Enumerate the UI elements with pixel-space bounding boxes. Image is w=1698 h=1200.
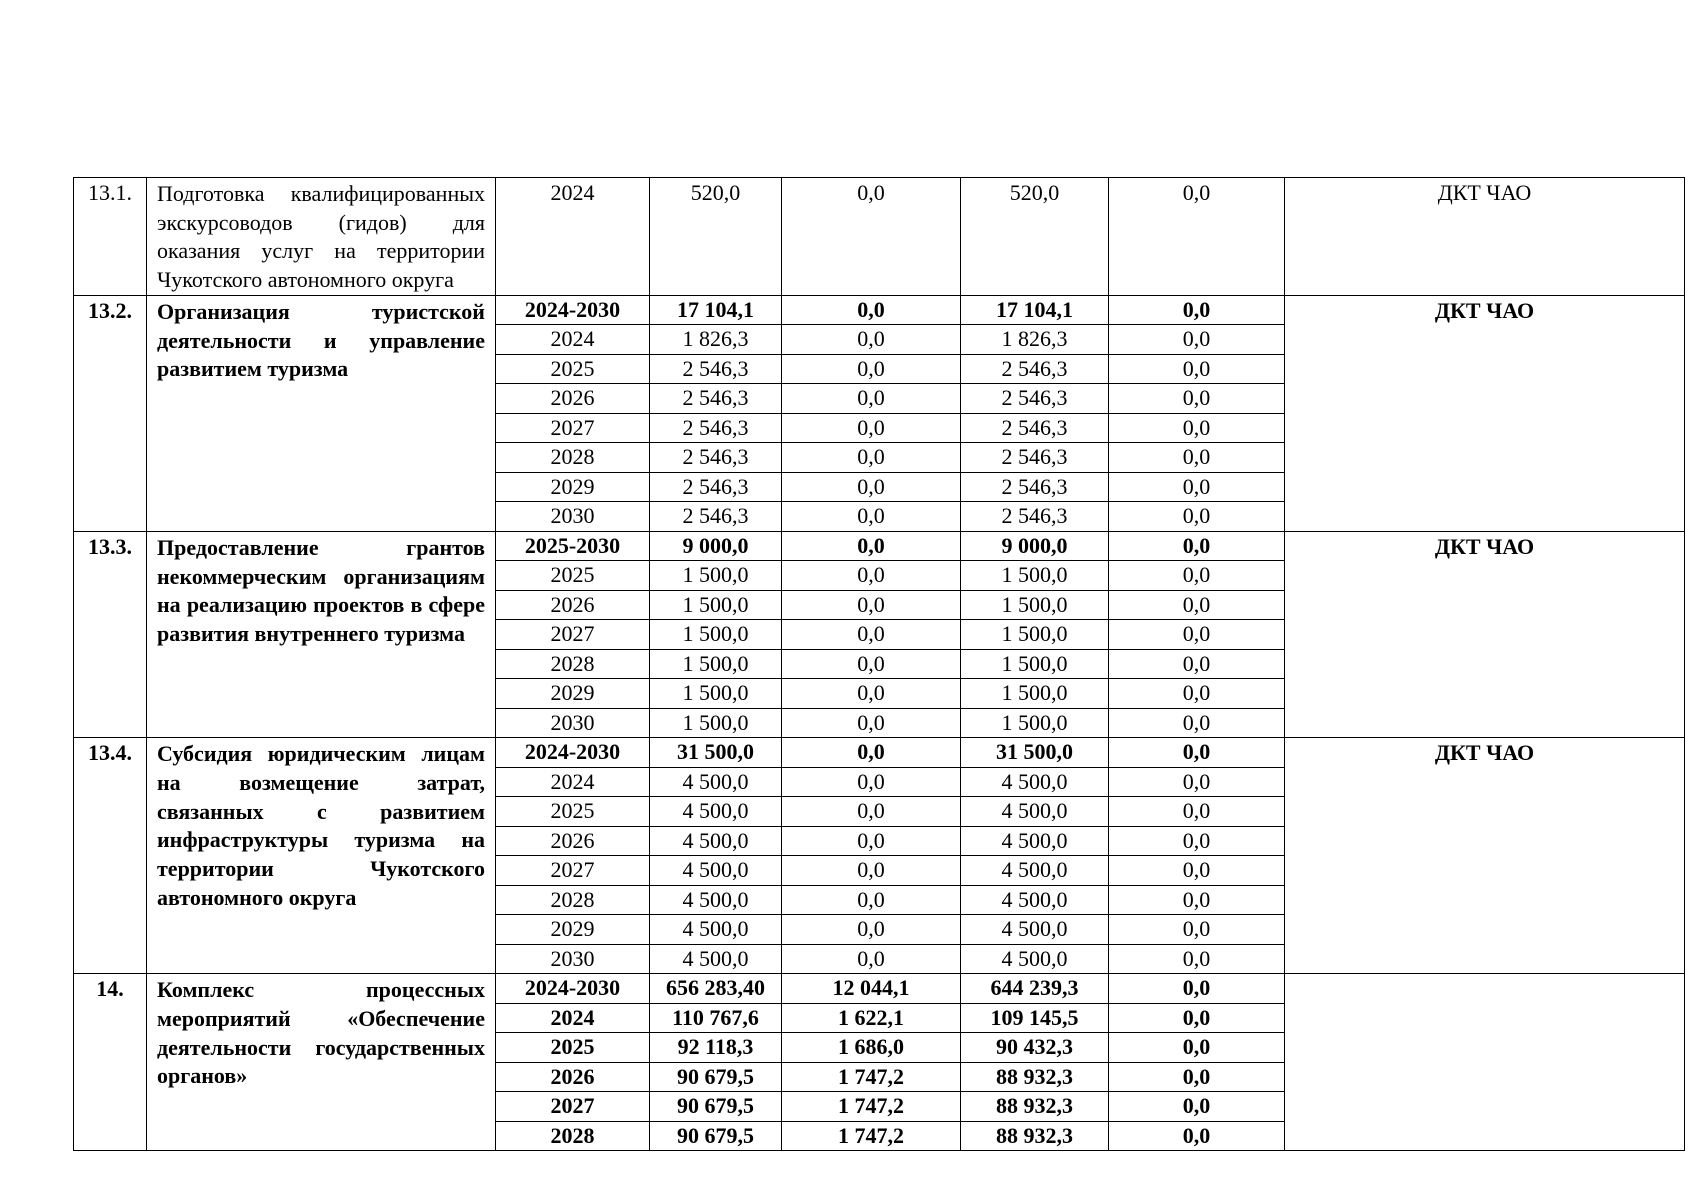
period-cell: 2028: [496, 885, 650, 915]
other-cell: 0,0: [1109, 1033, 1285, 1063]
period-cell: 2025: [496, 1033, 650, 1063]
regional-cell: 4 500,0: [961, 856, 1109, 886]
regional-cell: 4 500,0: [961, 915, 1109, 945]
period-cell: 2024: [496, 767, 650, 797]
regional-cell: 2 546,3: [961, 413, 1109, 443]
federal-cell: 0,0: [782, 620, 961, 650]
other-cell: 0,0: [1109, 915, 1285, 945]
total-cell: 90 679,5: [650, 1062, 782, 1092]
other-cell: 0,0: [1109, 295, 1285, 325]
period-cell: 2030: [496, 502, 650, 532]
period-cell: 2027: [496, 413, 650, 443]
total-cell: 2 546,3: [650, 413, 782, 443]
regional-cell: 88 932,3: [961, 1092, 1109, 1122]
period-cell: 2030: [496, 944, 650, 974]
total-cell: 1 500,0: [650, 561, 782, 591]
federal-cell: 0,0: [782, 885, 961, 915]
total-cell: 1 500,0: [650, 590, 782, 620]
other-cell: 0,0: [1109, 1062, 1285, 1092]
period-cell: 2030: [496, 708, 650, 738]
other-cell: 0,0: [1109, 384, 1285, 414]
federal-cell: 0,0: [782, 944, 961, 974]
regional-cell: 1 500,0: [961, 620, 1109, 650]
total-cell: 90 679,5: [650, 1092, 782, 1122]
period-cell: 2027: [496, 1092, 650, 1122]
other-cell: 0,0: [1109, 325, 1285, 355]
other-cell: 0,0: [1109, 531, 1285, 561]
federal-cell: 0,0: [782, 472, 961, 502]
other-cell: 0,0: [1109, 708, 1285, 738]
federal-cell: 0,0: [782, 325, 961, 355]
other-cell: 0,0: [1109, 472, 1285, 502]
regional-cell: 88 932,3: [961, 1121, 1109, 1151]
federal-cell: 0,0: [782, 561, 961, 591]
total-cell: 4 500,0: [650, 797, 782, 827]
period-cell: 2025: [496, 354, 650, 384]
regional-cell: 90 432,3: [961, 1033, 1109, 1063]
regional-cell: 88 932,3: [961, 1062, 1109, 1092]
federal-cell: 0,0: [782, 354, 961, 384]
period-cell: 2026: [496, 1062, 650, 1092]
responsible-executor: ДКТ ЧАО: [1285, 178, 1685, 296]
total-cell: 17 104,1: [650, 295, 782, 325]
federal-cell: 0,0: [782, 413, 961, 443]
federal-cell: 0,0: [782, 590, 961, 620]
regional-cell: 4 500,0: [961, 885, 1109, 915]
total-cell: 1 500,0: [650, 649, 782, 679]
total-cell: 90 679,5: [650, 1121, 782, 1151]
total-cell: 31 500,0: [650, 738, 782, 768]
item-number: 14.: [74, 974, 147, 1151]
federal-cell: 0,0: [782, 767, 961, 797]
federal-cell: 0,0: [782, 384, 961, 414]
total-cell: 1 500,0: [650, 708, 782, 738]
total-cell: 4 500,0: [650, 826, 782, 856]
responsible-executor: [1285, 974, 1685, 1151]
period-cell: 2025: [496, 561, 650, 591]
federal-cell: 0,0: [782, 856, 961, 886]
period-cell: 2025-2030: [496, 531, 650, 561]
federal-cell: 0,0: [782, 531, 961, 561]
regional-cell: 1 500,0: [961, 590, 1109, 620]
item-name: Предоставление грантов некоммерческим организациям на реализацию проектов в сфере развития внутреннего туризма: [147, 531, 496, 738]
regional-cell: 2 546,3: [961, 502, 1109, 532]
other-cell: 0,0: [1109, 797, 1285, 827]
other-cell: 0,0: [1109, 974, 1285, 1004]
period-cell: 2026: [496, 826, 650, 856]
period-cell: 2028: [496, 1121, 650, 1151]
table-row: [74, 295, 1685, 325]
period-cell: 2024-2030: [496, 974, 650, 1004]
responsible-executor: ДКТ ЧАО: [1285, 738, 1685, 974]
period-cell: 2027: [496, 856, 650, 886]
other-cell: 0,0: [1109, 738, 1285, 768]
federal-cell: 0,0: [782, 443, 961, 473]
period-cell: 2024: [496, 1003, 650, 1033]
other-cell: 0,0: [1109, 1003, 1285, 1033]
federal-cell: 1 747,2: [782, 1121, 961, 1151]
total-cell: 9 000,0: [650, 531, 782, 561]
table-row: [74, 531, 1685, 561]
other-cell: 0,0: [1109, 679, 1285, 709]
period-cell: 2028: [496, 649, 650, 679]
total-cell: 2 546,3: [650, 472, 782, 502]
regional-cell: 4 500,0: [961, 797, 1109, 827]
period-cell: 2024-2030: [496, 738, 650, 768]
federal-cell: 1 686,0: [782, 1033, 961, 1063]
total-cell: 2 546,3: [650, 502, 782, 532]
item-number: 13.2.: [74, 295, 147, 531]
item-number: 13.4.: [74, 738, 147, 974]
budget-table: [73, 177, 1685, 1151]
period-cell: 2027: [496, 620, 650, 650]
other-cell: 0,0: [1109, 885, 1285, 915]
federal-cell: 1 622,1: [782, 1003, 961, 1033]
other-cell: 0,0: [1109, 856, 1285, 886]
federal-cell: 0,0: [782, 649, 961, 679]
total-cell: 1 500,0: [650, 620, 782, 650]
period-cell: 2028: [496, 443, 650, 473]
regional-cell: 31 500,0: [961, 738, 1109, 768]
period-cell: 2026: [496, 384, 650, 414]
total-cell: 1 826,3: [650, 325, 782, 355]
item-number: 13.3.: [74, 531, 147, 738]
table-row: [74, 178, 1685, 296]
regional-cell: 1 500,0: [961, 561, 1109, 591]
total-cell: 4 500,0: [650, 885, 782, 915]
other-cell: 0,0: [1109, 767, 1285, 797]
item-name: Подготовка квалифицированных экскурсоводов (гидов) для оказания услуг на территории Чукотского автономного округа: [147, 178, 496, 296]
table-row: [74, 974, 1685, 1004]
total-cell: 2 546,3: [650, 443, 782, 473]
period-cell: 2024-2030: [496, 295, 650, 325]
other-cell: 0,0: [1109, 590, 1285, 620]
other-cell: 0,0: [1109, 826, 1285, 856]
federal-cell: 0,0: [782, 679, 961, 709]
federal-cell: 0,0: [782, 915, 961, 945]
federal-cell: 1 747,2: [782, 1062, 961, 1092]
responsible-executor: ДКТ ЧАО: [1285, 531, 1685, 738]
regional-cell: 4 500,0: [961, 767, 1109, 797]
federal-cell: 0,0: [782, 708, 961, 738]
federal-cell: 0,0: [782, 826, 961, 856]
other-cell: 0,0: [1109, 649, 1285, 679]
period-cell: 2029: [496, 679, 650, 709]
item-number: 13.1.: [74, 178, 147, 296]
regional-cell: 4 500,0: [961, 826, 1109, 856]
period-cell: 2025: [496, 797, 650, 827]
federal-cell: 1 747,2: [782, 1092, 961, 1122]
regional-cell: 520,0: [961, 178, 1109, 296]
total-cell: 4 500,0: [650, 856, 782, 886]
regional-cell: 4 500,0: [961, 944, 1109, 974]
total-cell: 4 500,0: [650, 767, 782, 797]
table-row: [74, 738, 1685, 768]
federal-cell: 0,0: [782, 502, 961, 532]
regional-cell: 1 500,0: [961, 679, 1109, 709]
item-name: Комплекс процессных мероприятий «Обеспечение деятельности государственных органов»: [147, 974, 496, 1151]
other-cell: 0,0: [1109, 443, 1285, 473]
regional-cell: 9 000,0: [961, 531, 1109, 561]
other-cell: 0,0: [1109, 944, 1285, 974]
regional-cell: 2 546,3: [961, 354, 1109, 384]
other-cell: 0,0: [1109, 620, 1285, 650]
federal-cell: 12 044,1: [782, 974, 961, 1004]
regional-cell: 2 546,3: [961, 472, 1109, 502]
total-cell: 4 500,0: [650, 915, 782, 945]
period-cell: 2029: [496, 472, 650, 502]
responsible-executor: ДКТ ЧАО: [1285, 295, 1685, 531]
period-cell: 2024: [496, 325, 650, 355]
other-cell: 0,0: [1109, 178, 1285, 296]
table-body: [74, 178, 1685, 1151]
federal-cell: 0,0: [782, 738, 961, 768]
period-cell: 2026: [496, 590, 650, 620]
total-cell: 1 500,0: [650, 679, 782, 709]
total-cell: 110 767,6: [650, 1003, 782, 1033]
other-cell: 0,0: [1109, 502, 1285, 532]
total-cell: 520,0: [650, 178, 782, 296]
regional-cell: 109 145,5: [961, 1003, 1109, 1033]
period-cell: 2029: [496, 915, 650, 945]
other-cell: 0,0: [1109, 413, 1285, 443]
total-cell: 2 546,3: [650, 384, 782, 414]
regional-cell: 2 546,3: [961, 384, 1109, 414]
regional-cell: 17 104,1: [961, 295, 1109, 325]
period-cell: 2024: [496, 178, 650, 296]
regional-cell: 1 500,0: [961, 649, 1109, 679]
total-cell: 92 118,3: [650, 1033, 782, 1063]
item-name: Организация туристской деятельности и управление развитием туризма: [147, 295, 496, 531]
other-cell: 0,0: [1109, 1121, 1285, 1151]
total-cell: 2 546,3: [650, 354, 782, 384]
regional-cell: 2 546,3: [961, 443, 1109, 473]
other-cell: 0,0: [1109, 561, 1285, 591]
regional-cell: 644 239,3: [961, 974, 1109, 1004]
item-name: Субсидия юридическим лицам на возмещение затрат, связанных с развитием инфраструктуры туризма на территории Чукотского автономного округа: [147, 738, 496, 974]
other-cell: 0,0: [1109, 1092, 1285, 1122]
total-cell: 4 500,0: [650, 944, 782, 974]
federal-cell: 0,0: [782, 178, 961, 296]
other-cell: 0,0: [1109, 354, 1285, 384]
federal-cell: 0,0: [782, 295, 961, 325]
regional-cell: 1 500,0: [961, 708, 1109, 738]
federal-cell: 0,0: [782, 797, 961, 827]
total-cell: 656 283,40: [650, 974, 782, 1004]
regional-cell: 1 826,3: [961, 325, 1109, 355]
